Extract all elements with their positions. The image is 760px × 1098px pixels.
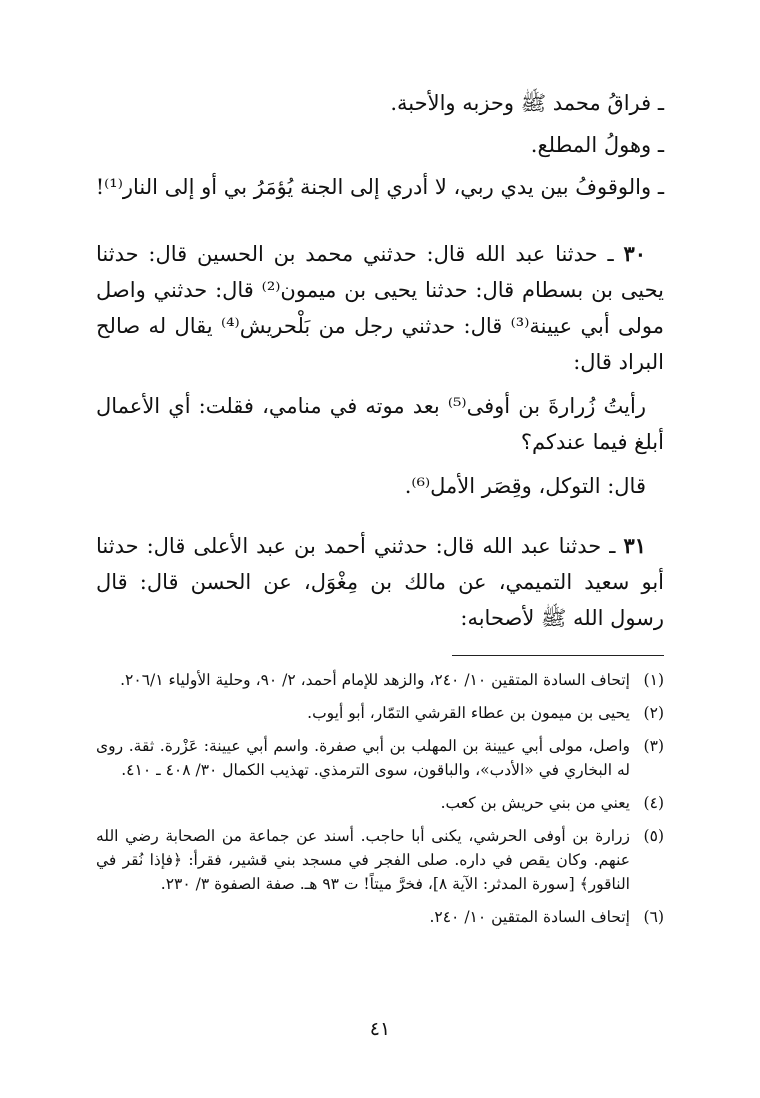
footnote xyxy=(96,668,664,692)
hadith-30-text-1: رأيتُ زُرارةَ بن أوفى⁽⁵⁾ بعد موته في منامي، فقلت: أي الأعمال أبلغ فيما عندكم؟ xyxy=(96,394,664,454)
bullet-item: ـ فراقُ محمد ﷺ وحزبه والأحبة. xyxy=(390,91,664,115)
footnote-number: (٢) xyxy=(643,704,664,722)
footnote-text: يحيى بن ميمون بن عطاء القرشي التمّار، أبو أيوب. xyxy=(307,704,630,722)
footnote-separator xyxy=(452,655,664,656)
footnotes xyxy=(96,668,664,938)
main-text xyxy=(96,82,664,636)
hadith-31-isnad-text: ـ حدثنا عبد الله قال: حدثني أحمد بن عبد الأعلى قال: حدثنا أبو سعيد التميمي، عن مالك بن مِغْوَل، عن الحسن قال: قال رسول الله ﷺ لأصحابه: xyxy=(96,534,664,630)
footnote-number: (٦) xyxy=(643,908,664,926)
page-number: ٤١ xyxy=(369,1018,391,1040)
footnote-text: يعني من بني حريش بن كعب. xyxy=(440,794,630,812)
hadith-31-isnad xyxy=(96,528,664,636)
footnote xyxy=(96,734,664,782)
footnote xyxy=(96,824,664,896)
hadith-30-number: ٣٠ xyxy=(623,241,646,266)
footnote-text: إتحاف السادة المتقين ١٠/ ٢٤٠، والزهد للإمام أحمد، ٢/ ٩٠، وحلية الأولياء ٢٠٦/١. xyxy=(120,671,630,689)
footnote-text: إتحاف السادة المتقين ١٠/ ٢٤٠. xyxy=(429,908,630,926)
footnote xyxy=(96,791,664,815)
footnote-text: زرارة بن أوفى الحرشي، يكنى أبا حاجب. أسند عن جماعة من الصحابة رضي الله عنهم. وكان يقص في داره. صلى الفجر في مسجد بني قشير، فقرأ: ﴿فإذا نُقر في الناقور﴾ [سورة المدثر: الآية ٨]، فخرَّ ميتاً! ت ٩٣ هـ. صفة الصفوة ٣/ ٢٣٠. xyxy=(96,827,630,893)
footnote-number: (١) xyxy=(643,671,664,689)
footnote-text: واصل، مولى أبي عيينة بن المهلب بن أبي صفرة. واسم أبي عيينة: عَزْرة. ثقة. روى له البخاري في «الأدب»، والباقون، سوى الترمذي. تهذيب الكمال ٣٠/ ٤٠٨ ـ ٤١٠. xyxy=(96,737,630,779)
hadith-31-number: ٣١ xyxy=(623,533,646,558)
hadith-30-isnad-text: ـ حدثنا عبد الله قال: حدثني محمد بن الحسين قال: حدثنا يحيى بن بسطام قال: حدثنا يحيى بن ميمون⁽²⁾ قال: حدثني واصل مولى أبي عيينة⁽³⁾ قال: حدثني رجل من بَلْحريش⁽⁴⁾ يقال له صالح البراد قال: xyxy=(96,242,664,374)
footnote xyxy=(96,701,664,725)
bullet-item: ـ وهولُ المطلع. xyxy=(530,133,664,157)
footnote-number: (٣) xyxy=(643,737,664,755)
footnote-number: (٥) xyxy=(643,827,664,845)
hadith-30-isnad xyxy=(96,236,664,380)
footnote-number: (٤) xyxy=(643,794,664,812)
bullet-item: ـ والوقوفُ بين يدي ربي، لا أدري إلى الجنة يُؤمَرُ بي أو إلى النار⁽¹⁾! xyxy=(95,175,664,199)
footnote xyxy=(96,905,664,929)
bullet-list xyxy=(96,82,664,208)
hadith-30-text-2: قال: التوكل، وقِصَر الأمل⁽⁶⁾. xyxy=(404,474,646,498)
